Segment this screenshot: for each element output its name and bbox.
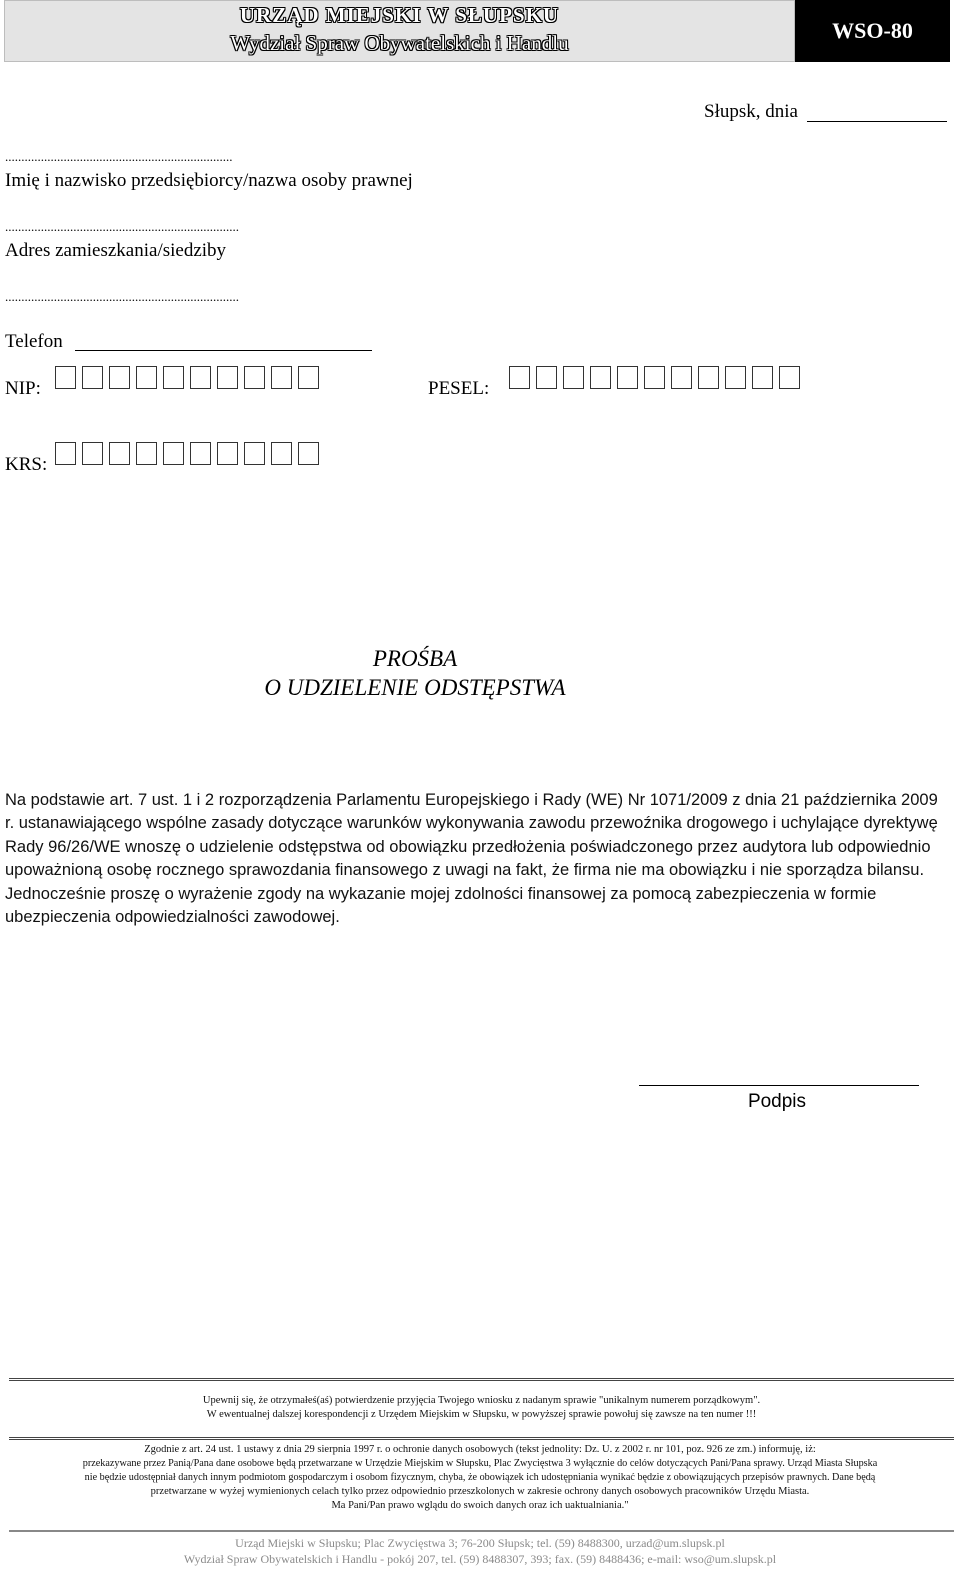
nip-digit-box[interactable]: [55, 366, 76, 389]
body-paragraph-2: Jednocześnie proszę o wyrażenie zgody na wykazanie mojej zdolności finansowej za pomocą zabezpieczenia w formie ubezpieczenia odpowiedzialności zawodowej.: [5, 884, 877, 927]
extra-dotted-line[interactable]: ........................................................................: [5, 289, 239, 304]
footer-department-contact: Wydział Spraw Obywatelskich i Handlu - pokój 207, tel. (59) 8488307, 393; fax. (59) 8488436; e-mail: wso@um.slupsk.pl: [183, 1552, 777, 1566]
footer-address: Urząd Miejski w Słupsku; Plac Zwycięstwa 3; 76-200 Słupsk; tel. (59) 8488300, urzad@um.slupsk.pl: [235, 1536, 725, 1550]
nip-digit-box[interactable]: [217, 366, 238, 389]
pesel-digit-box[interactable]: [536, 366, 557, 389]
pesel-digit-box[interactable]: [644, 366, 665, 389]
krs-digit-box[interactable]: [217, 442, 238, 465]
pesel-digit-box[interactable]: [509, 366, 530, 389]
notice-bottom-rule: [9, 1437, 954, 1440]
nip-input-boxes[interactable]: [55, 366, 319, 389]
name-dotted-line[interactable]: ......................................................................: [5, 149, 233, 164]
nip-digit-box[interactable]: [190, 366, 211, 389]
signature-line[interactable]: [639, 1085, 919, 1086]
krs-digit-box[interactable]: [109, 442, 130, 465]
nip-digit-box[interactable]: [298, 366, 319, 389]
notice-top-rule: [9, 1378, 954, 1381]
krs-digit-box[interactable]: [82, 442, 103, 465]
privacy-line-3: nie będzie udostępniał danych innym podmiotom gospodarczym i osobom fizycznym, chyba, że obowiązek ich udostępniania wynikać będzie z obowiązujących przepisów prawnych. Dane będą: [84, 1472, 876, 1483]
phone-label: Telefon: [5, 331, 63, 352]
notice-line-2: W ewentualnej dalszej korespondencji z Urzędem Miejskim w Słupsku, w powyższej sprawie powołuj się zawsze na ten numer !!!: [206, 1409, 757, 1420]
pesel-digit-box[interactable]: [725, 366, 746, 389]
department-name: Wydział Spraw Obywatelskich i Handlu: [230, 31, 569, 55]
privacy-line-5: Ma Pani/Pan prawo wglądu do swoich danych oraz ich uaktualniania.": [331, 1500, 629, 1511]
nip-digit-box[interactable]: [82, 366, 103, 389]
krs-digit-box[interactable]: [55, 442, 76, 465]
krs-digit-box[interactable]: [271, 442, 292, 465]
nip-digit-box[interactable]: [136, 366, 157, 389]
signature-label: Podpis: [747, 1091, 807, 1112]
pesel-digit-box[interactable]: [752, 366, 773, 389]
krs-digit-box[interactable]: [298, 442, 319, 465]
privacy-line-1: Zgodnie z art. 24 ust. 1 ustawy z dnia 29 sierpnia 1997 r. o ochronie danych osobowych (tekst jednolity: Dz. U. z 2002 r. nr 101, poz. 926 ze zm.) informuję, iż:: [144, 1444, 816, 1455]
notice-line-1: Upewnij się, że otrzymałeś(aś) potwierdzenie przyjęcia Twojego wniosku z nadanym sprawie "unikalnym numerem porządkowym".: [202, 1395, 761, 1406]
pesel-input-boxes[interactable]: [509, 366, 800, 389]
form-code: WSO-80: [795, 0, 950, 62]
pesel-digit-box[interactable]: [590, 366, 611, 389]
nip-digit-box[interactable]: [163, 366, 184, 389]
pesel-digit-box[interactable]: [563, 366, 584, 389]
nip-digit-box[interactable]: [244, 366, 265, 389]
footer-rule: [9, 1530, 954, 1532]
pesel-digit-box[interactable]: [698, 366, 719, 389]
pesel-digit-box[interactable]: [617, 366, 638, 389]
body-paragraph-1: Na podstawie art. 7 ust. 1 i 2 rozporządzenia Parlamentu Europejskiego i Rady (WE) Nr 1071/2009 z dnia 21 października 2009 r. ustanawiającego wspólne zasady dotyczące warunków wykonywania zawodu przewoźnika drogowego i uchylające dyrektywę Rady 96/26/WE wnoszę o udzielenie odstępstwa od obowiązku przedłożenia poświadczonego przez audytora lub odpowiednio upoważnioną osobę rocznego sprawozdania finansowego z uwagi na fakt, że firma nie ma obowiązku i nie sporządza bilansu.: [5, 791, 938, 880]
place-date-label: Słupsk, dnia: [704, 101, 798, 122]
address-dotted-line[interactable]: ........................................................................: [5, 219, 239, 234]
name-label: Imię i nazwisko przedsiębiorcy/nazwa osoby prawnej: [5, 170, 413, 191]
krs-digit-box[interactable]: [163, 442, 184, 465]
pesel-digit-box[interactable]: [671, 366, 692, 389]
pesel-digit-box[interactable]: [779, 366, 800, 389]
document-title: [0, 644, 830, 702]
title-line-1: PROŚBA: [372, 646, 458, 671]
krs-digit-box[interactable]: [190, 442, 211, 465]
krs-label: KRS:: [5, 454, 48, 475]
nip-digit-box[interactable]: [271, 366, 292, 389]
address-label: Adres zamieszkania/siedziby: [5, 240, 227, 261]
body-text: [5, 789, 940, 929]
phone-field-line[interactable]: [75, 350, 372, 351]
privacy-line-2: przekazywane przez Panią/Pana dane osobowe będą przetwarzane w Urzędzie Miejskim w Słupsku, Plac Zwycięstwa 3 wyłącznie do celów dotyczących Pani/Pana sprawy. Urząd Miasta Słupska: [82, 1458, 878, 1469]
office-title: URZĄD MIEJSKI W SŁUPSKU: [239, 3, 560, 27]
krs-input-boxes[interactable]: [55, 442, 319, 465]
nip-digit-box[interactable]: [109, 366, 130, 389]
krs-digit-box[interactable]: [136, 442, 157, 465]
nip-label: NIP:: [5, 378, 41, 399]
pesel-label: PESEL:: [428, 378, 490, 399]
title-line-2: O UDZIELENIE ODSTĘPSTWA: [264, 675, 566, 700]
privacy-line-4: przetwarzane w wyżej wymienionych celach tylko przez odpowiednio przeszkolonych w zakresie ochrony danych osobowych pracowników Urzędu Miasta.: [150, 1486, 810, 1497]
date-field-line[interactable]: [807, 121, 947, 122]
krs-digit-box[interactable]: [244, 442, 265, 465]
